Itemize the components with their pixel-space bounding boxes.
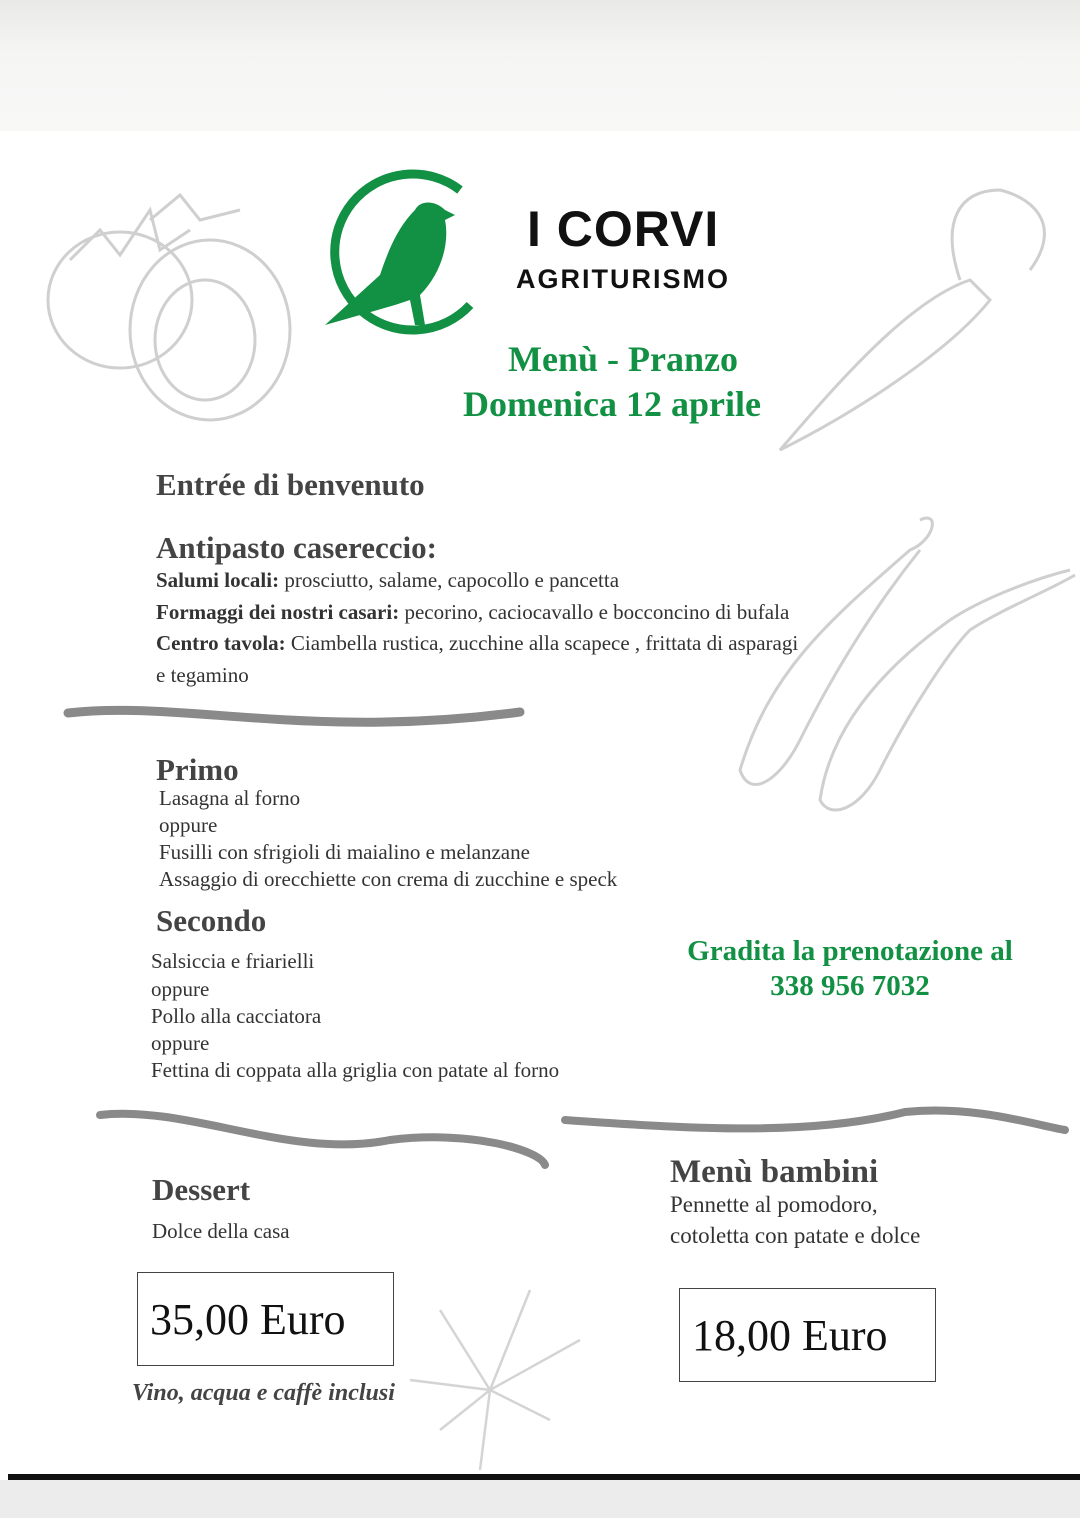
brand-name: I CORVI (527, 201, 720, 257)
adult-price: 35,00 Euro (150, 1294, 346, 1344)
brush-divider (90, 1100, 560, 1170)
secondo-item: Pollo alla cacciatora (151, 1004, 322, 1028)
kids-menu-item: Pennette al pomodoro, (670, 1192, 878, 1217)
kids-menu-heading: Menù bambini (670, 1154, 879, 1190)
secondo-item: Salsiccia e friarielli (151, 949, 315, 973)
zucchini-illustration-icon (730, 510, 1080, 830)
menu-date: Domenica 12 aprile (463, 384, 761, 424)
secondo-item: oppure (151, 977, 210, 1001)
antipasto-item (156, 600, 789, 625)
brush-divider (555, 1100, 1075, 1145)
primo-heading: Primo (156, 752, 239, 787)
bottom-bar (0, 1480, 1080, 1518)
adult-price-box (137, 1272, 394, 1366)
carrot-illustration-icon (760, 180, 1070, 460)
booking-phone[interactable]: 338 956 7032 (770, 970, 930, 1002)
antipasto-heading: Antipasto casereccio: (156, 530, 437, 565)
brand-subtitle: AGRITURISMO (516, 264, 730, 294)
item-label: Salumi locali: (156, 568, 280, 592)
item-label: Formaggi dei nostri casari: (156, 600, 400, 624)
item-text: prosciutto, salame, capocollo e pancetta (279, 568, 620, 592)
antipasto-item (156, 631, 798, 656)
top-bar (0, 0, 1080, 131)
secondo-item: oppure (151, 1031, 210, 1055)
kids-price: 18,00 Euro (692, 1310, 888, 1360)
entree-heading: Entrée di benvenuto (156, 467, 425, 502)
included-note: Vino, acqua e caffè inclusi (132, 1380, 395, 1406)
secondo-item: Fettina di coppata alla griglia con patate al forno (151, 1058, 560, 1082)
crow-logo-icon (320, 165, 490, 335)
dessert-item: Dolce della casa (152, 1219, 290, 1243)
antipasto-continuation: e tegamino (156, 663, 249, 687)
primo-item: Fusilli con sfrigioli di maialino e melanzane (159, 840, 530, 864)
item-text: pecorino, caciocavallo e bocconcino di bufala (399, 600, 790, 624)
antipasto-item (156, 568, 619, 593)
primo-item: Assaggio di orecchiette con crema di zucchine e speck (159, 867, 618, 891)
kids-menu-item: cotoletta con patate e dolce (670, 1223, 921, 1248)
dessert-heading: Dessert (152, 1172, 251, 1207)
herbs-illustration-icon (380, 1270, 610, 1470)
booking-text: Gradita la prenotazione al (687, 935, 1013, 967)
primo-item: Lasagna al forno (159, 786, 301, 810)
menu-title: Menù - Pranzo (508, 339, 738, 379)
item-label: Centro tavola: (156, 631, 286, 655)
primo-item: oppure (159, 813, 218, 837)
kids-price-box (679, 1288, 936, 1382)
tomato-illustration-icon (40, 190, 300, 430)
brush-divider (60, 700, 530, 740)
secondo-heading: Secondo (156, 903, 267, 938)
item-text: Ciambella rustica, zucchine alla scapece , frittata di asparagi (285, 631, 799, 655)
